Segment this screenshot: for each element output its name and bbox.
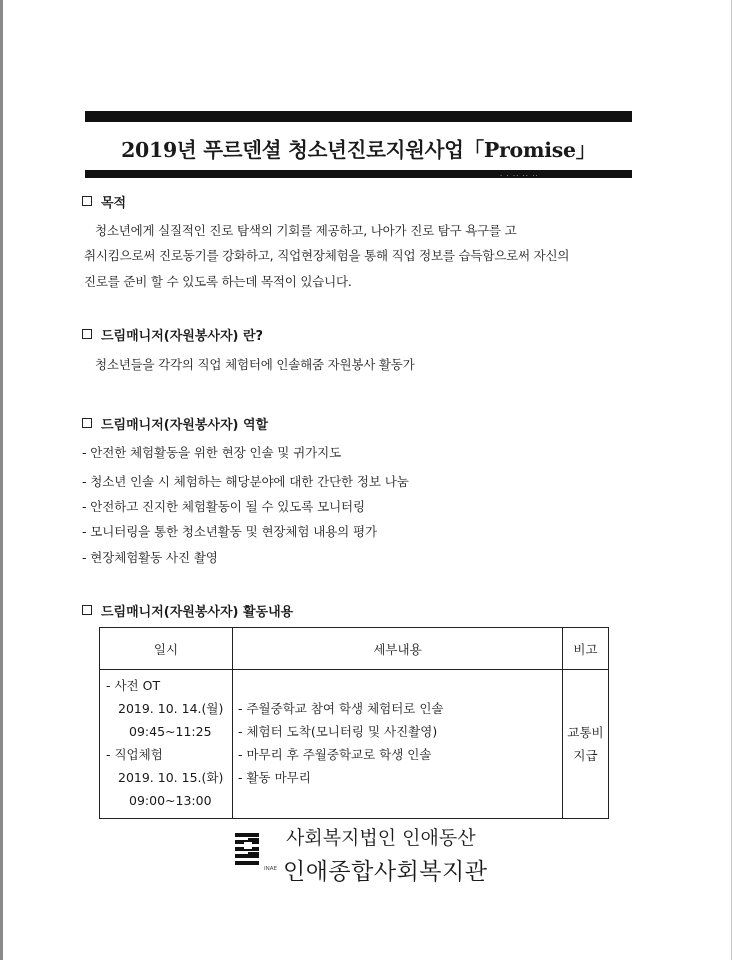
activities-heading bbox=[82, 601, 293, 620]
role-heading-text: 드림매니저(자원봉사자) 역할 bbox=[101, 418, 269, 433]
date-cell bbox=[100, 670, 233, 819]
checkbox-bullet-icon bbox=[82, 196, 92, 206]
table-header-row bbox=[100, 628, 609, 670]
date-line: 2019. 10. 14.(월) bbox=[118, 701, 224, 716]
header-details: 세부내용 bbox=[233, 628, 563, 670]
header-date: 일시 bbox=[100, 628, 233, 670]
title-bottom-bar bbox=[85, 170, 632, 178]
detail-line: - 활동 마무리 bbox=[238, 770, 311, 785]
note-line: 교통비 bbox=[567, 725, 604, 740]
title-top-bar bbox=[85, 111, 632, 122]
detail-line: - 체험터 도착(모니터링 및 사진촬영) bbox=[238, 724, 438, 739]
role-item: - 안전하고 진지한 체험활동이 될 수 있도록 모니터링 bbox=[82, 499, 366, 514]
checkbox-bullet-icon bbox=[82, 329, 92, 339]
checkbox-bullet-icon bbox=[82, 605, 92, 615]
date-line: - 사전 OT bbox=[106, 678, 161, 693]
role-item: - 현장체험활동 사진 촬영 bbox=[82, 550, 218, 565]
purpose-heading bbox=[82, 192, 126, 211]
activities-heading-text: 드림매니저(자원봉사자) 활동내용 bbox=[101, 605, 294, 620]
role-heading bbox=[82, 414, 268, 433]
purpose-line-2: 취시킴으로써 진로동기를 강화하고, 직업현장체험을 통해 직업 정보를 습득함으로써 자신의 bbox=[84, 248, 570, 263]
scan-noise: · · ·· ·· ·· bbox=[500, 172, 539, 180]
table-row bbox=[100, 670, 609, 819]
inae-logo-icon bbox=[234, 832, 277, 874]
header-note: 비고 bbox=[563, 628, 609, 670]
note-cell bbox=[563, 670, 609, 819]
role-item: - 안전한 체험활동을 위한 현장 인솔 및 귀가지도 bbox=[82, 445, 342, 460]
purpose-heading-text: 목적 bbox=[101, 196, 127, 211]
details-cell bbox=[233, 670, 563, 819]
definition-heading bbox=[82, 325, 263, 344]
document-title: 2019년 푸르덴셜 청소년진로지원사업「Promise」 bbox=[121, 138, 596, 162]
activity-schedule-table bbox=[99, 627, 609, 819]
page-left-edge bbox=[0, 0, 3, 960]
purpose-line-3: 진로를 준비 할 수 있도록 하는데 목적이 있습니다. bbox=[84, 274, 352, 289]
date-line: 09:45~11:25 bbox=[129, 724, 212, 739]
detail-line: - 주월중학교 참여 학생 체험터로 인솔 bbox=[238, 701, 444, 716]
checkbox-bullet-icon bbox=[82, 418, 92, 428]
date-line: 09:00~13:00 bbox=[129, 793, 212, 808]
logo-caption: INAE bbox=[264, 866, 277, 872]
date-line: - 직업체험 bbox=[106, 747, 163, 762]
role-item: - 청소년 인솔 시 체험하는 해당분야에 대한 간단한 정보 나눔 bbox=[82, 474, 409, 489]
detail-line: - 마무리 후 주월중학교로 학생 인솔 bbox=[238, 747, 432, 762]
role-item: - 모니터링을 통한 청소년활동 및 현장체험 내용의 평가 bbox=[82, 524, 377, 539]
purpose-line-1: 청소년에게 실질적인 진로 탐색의 기회를 제공하고, 나아가 진로 탐구 욕구를 고 bbox=[95, 223, 517, 238]
definition-heading-text: 드림매니저(자원봉사자) 란? bbox=[101, 329, 264, 344]
date-line: 2019. 10. 15.(화) bbox=[118, 770, 224, 785]
note-line: 지급 bbox=[573, 748, 598, 763]
definition-text: 청소년들을 각각의 직업 체험터에 인솔해줌 자원봉사 활동가 bbox=[95, 357, 415, 372]
org-name-line-1: 사회복지법인 인애동산 bbox=[286, 827, 476, 849]
org-name-line-2: 인애종합사회복지관 bbox=[283, 859, 488, 885]
